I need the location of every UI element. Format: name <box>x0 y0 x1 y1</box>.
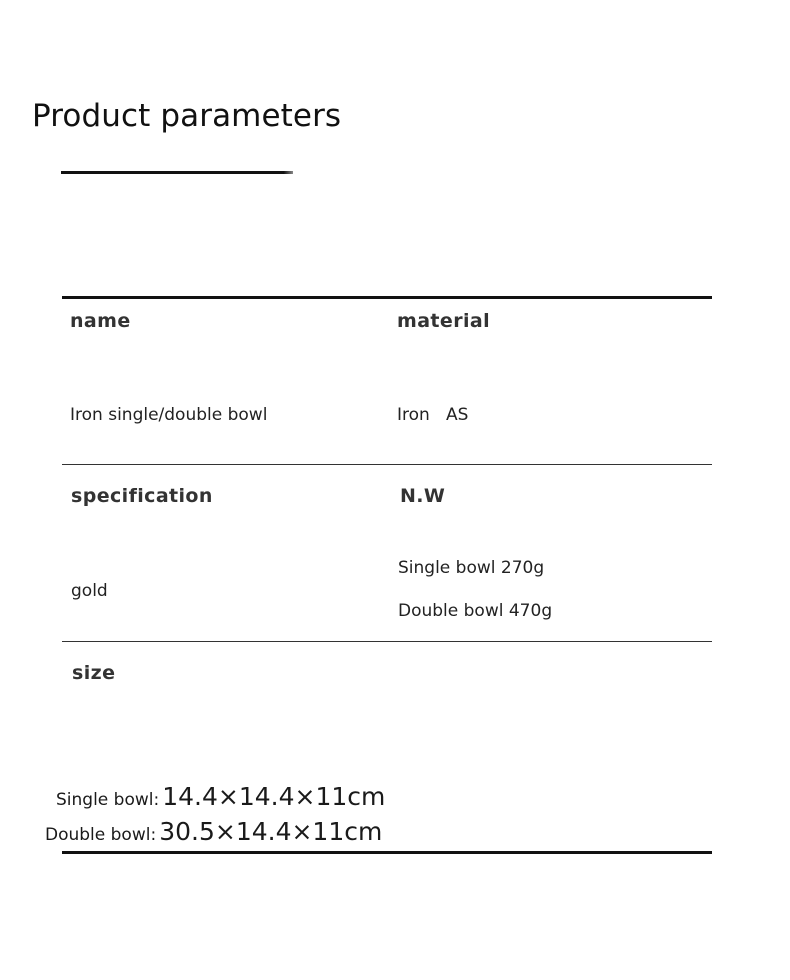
nw-value-single: Single bowl 270g <box>398 558 545 578</box>
material-label: material <box>397 310 491 332</box>
title-underline <box>61 171 293 174</box>
table-top-rule <box>62 296 712 299</box>
name-label: name <box>70 310 131 332</box>
nw-label: N.W <box>400 485 446 507</box>
name-value: Iron single/double bowl <box>70 405 268 425</box>
nw-value-double: Double bowl 470g <box>398 601 553 621</box>
specification-value: gold <box>71 581 108 601</box>
size-double <box>45 817 382 846</box>
size-single-dims: 14.4×14.4×11cm <box>162 782 386 811</box>
row-divider <box>62 641 712 642</box>
specification-label: specification <box>71 485 213 507</box>
table-bottom-rule <box>62 851 712 854</box>
material-value: Iron AS <box>397 405 469 425</box>
row-divider <box>62 464 712 465</box>
page-title: Product parameters <box>32 98 342 134</box>
size-double-prefix: Double bowl: <box>45 825 157 845</box>
size-label: size <box>72 662 116 684</box>
size-single-prefix: Single bowl: <box>56 790 160 810</box>
size-single <box>56 782 385 811</box>
size-double-dims: 30.5×14.4×11cm <box>159 817 383 846</box>
